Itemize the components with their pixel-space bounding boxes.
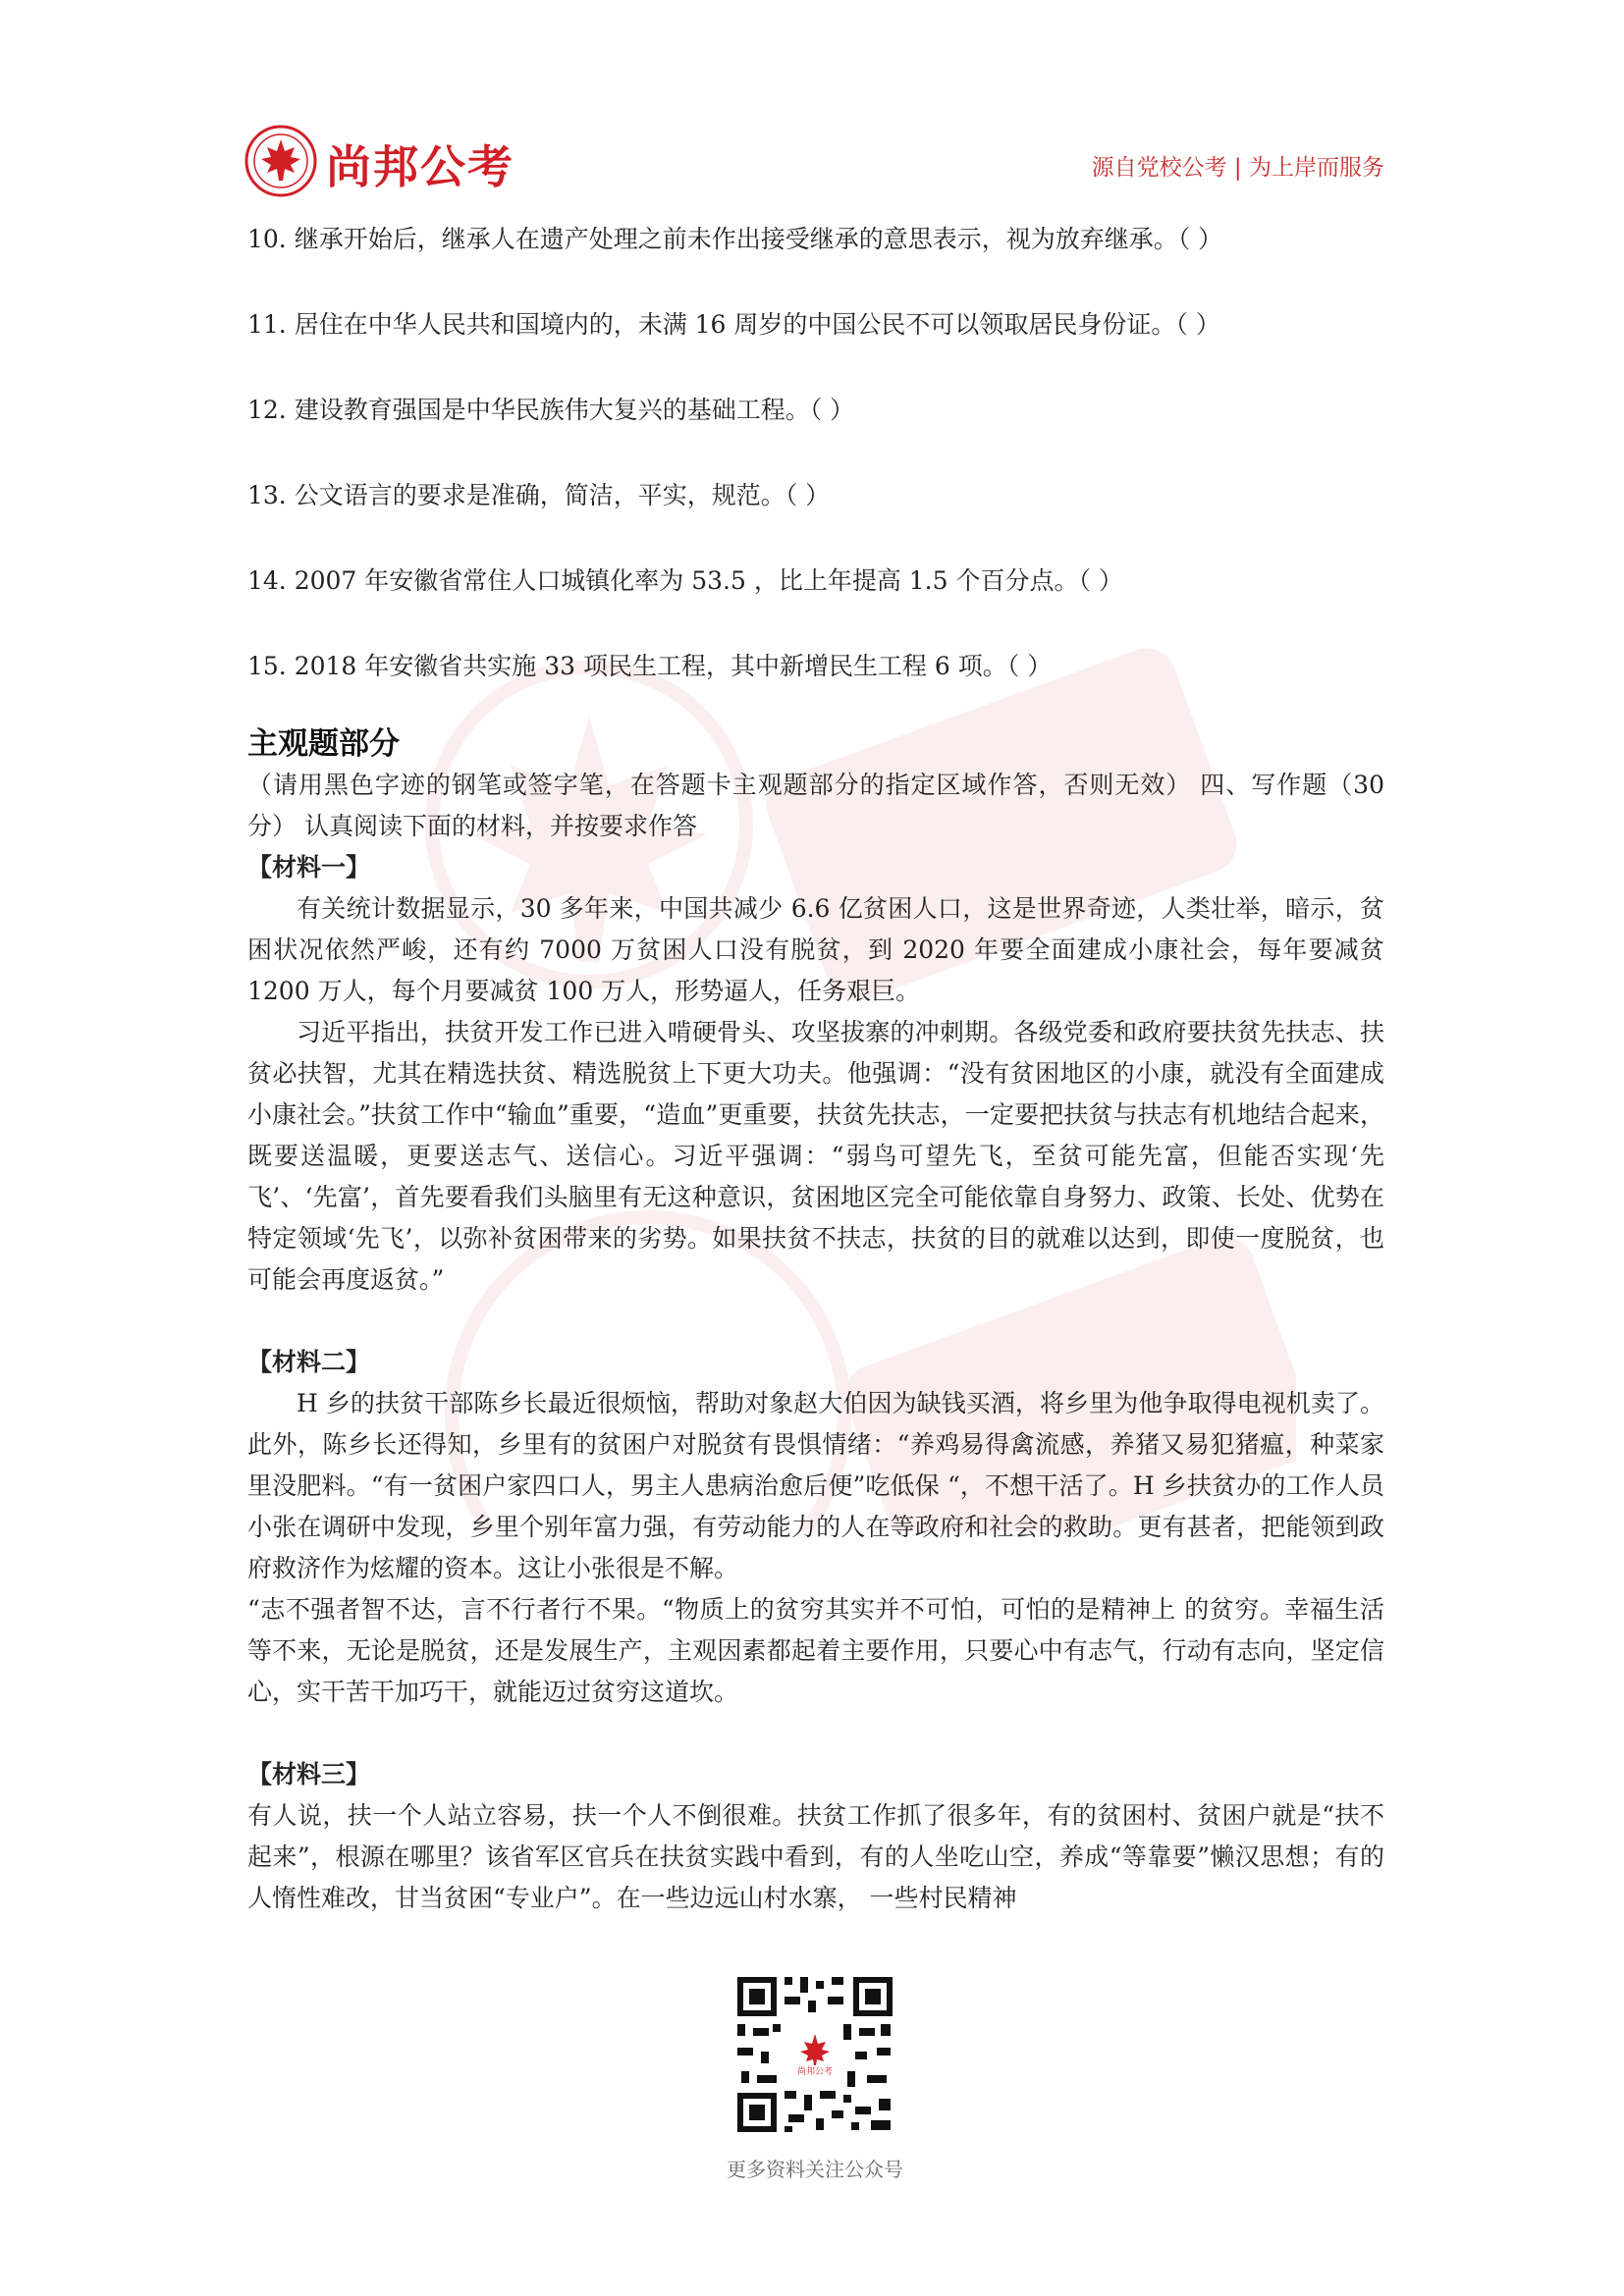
material-2-paragraph-2: “志不强者智不达，言不行者行不果。“物质上的贫穷其实并不可怕，可怕的是精神上 的贫穷。幸福生活等不来，无论是脱贫，还是发展生产，主观因素都起着主要作用，只要心中有志气，行动有志向，坚定信心，实干苦干加巧干，就能迈过贫穷这道坎。 (247, 1595, 1384, 1706)
material-2-paragraph-1: H 乡的扶贫干部陈乡长最近很烦恼，帮助对象赵大伯因为缺钱买酒，将乡里为他争取得电视机卖了。此外，陈乡长还得知，乡里有的贫困户对脱贫有畏惧情绪：“养鸡易得禽流感，养猪又易犯猪瘟，种菜家里没肥料。“有一贫困户家四口人，男主人患病治愈后便”吃低保 “，不想干活了。H 乡扶贫办的工作人员小张在调研中发现，乡里个别年富力强，有劳动能力的人在等政府和社会的救助。更有甚者，把能领到政府救济作为炫耀的资本。这让小张很是不解。 (247, 1389, 1384, 1582)
material-3-paragraph-1: 有人说，扶一个人站立容易，扶一个人不倒很难。扶贫工作抓了很多年，有的贫困村、贫困户就是“扶不起来”，根源在哪里？该省军区官兵在扶贫实践中看到，有的人坐吃山空，养成“等靠要”懒汉思想；有的人惰性难改，甘当贫困“专业户”。在一些边远山村水寨， 一些村民精神 (247, 1801, 1384, 1912)
page-footer (727, 1973, 903, 2182)
page-header (244, 120, 1384, 198)
material-2-title: 【材料二】 (247, 1348, 371, 1376)
footer-caption: 更多资料关注公众号 (727, 2158, 903, 2181)
material-1-title: 【材料一】 (247, 853, 371, 881)
material-3-title: 【材料三】 (247, 1760, 371, 1789)
qr-center-label: 尚邦公考 (796, 2067, 834, 2077)
section-instruction: （请用黑色字迹的钢笔或签字笔，在答题卡主观题部分的指定区域作答，否则无效） 四、写作题（30 分） 认真阅读下面的材料，并按要求作答 (247, 771, 1384, 840)
question-11: 11. 居住在中华人民共和国境内的，未满 16 周岁的中国公民不可以领取居民身份证。（ ） (247, 309, 1220, 339)
header-slogan: 源自党校公考 | 为上岸而服务 (1091, 155, 1384, 181)
material-1-paragraph-1: 有关统计数据显示，30 多年来，中国共减少 6.6 亿贫困人口，这是世界奇迹，人类壮举，暗示，贫困状况依然严峻，还有约 7000 万贫困人口没有脱贫，到 2020 年要全面建成小康社会，每年要减贫 1200 万人，每个月要减贫 100 万人，形势逼人，任务艰巨。 (247, 894, 1384, 1005)
question-12: 12. 建设教育强国是中华民族伟大复兴的基础工程。（ ） (247, 395, 855, 424)
qr-code-icon (733, 1973, 896, 2136)
question-15: 15. 2018 年安徽省共实施 33 项民生工程，其中新增民生工程 6 项。（ ） (247, 651, 1053, 680)
question-14: 14. 2007 年安徽省常住人口城镇化率为 53.5 ，比上年提高 1.5 个百分点。（ ） (247, 565, 1123, 595)
brand-logo-text: 尚邦公考 (326, 140, 514, 193)
document-body (247, 196, 1384, 1919)
maple-leaf-logo-icon (244, 124, 318, 198)
question-13: 13. 公文语言的要求是准确，简洁，平实，规范。（ ） (247, 480, 831, 509)
section-title-subjective: 主观题部分 (247, 726, 400, 762)
question-10: 10. 继承开始后，继承人在遗产处理之前未作出接受继承的意思表示，视为放弃继承。（ ） (247, 224, 1223, 253)
material-1-paragraph-2: 习近平指出，扶贫开发工作已进入啃硬骨头、攻坚拔寨的冲刺期。各级党委和政府要扶贫先扶志、扶贫必扶智，尤其在精选扶贫、精选脱贫上下更大功夫。他强调：“没有贫困地区的小康，就没有全面建成小康社会。”扶贫工作中“输血”重要，“造血”更重要，扶贫先扶志，一定要把扶贫与扶志有机地结合起来，既要送温暖，更要送志气、送信心。习近平强调：“弱鸟可望先飞，至贫可能先富，但能否实现‘先飞’、‘先富’，首先要看我们头脑里有无这种意识，贫困地区完全可能依靠自身努力、政策、长处、优势在特定领域‘先飞’，以弥补贫困带来的劣势。如果扶贫不扶志，扶贫的目的就难以达到，即使一度脱贫，也可能会再度返贫。” (247, 1018, 1384, 1294)
